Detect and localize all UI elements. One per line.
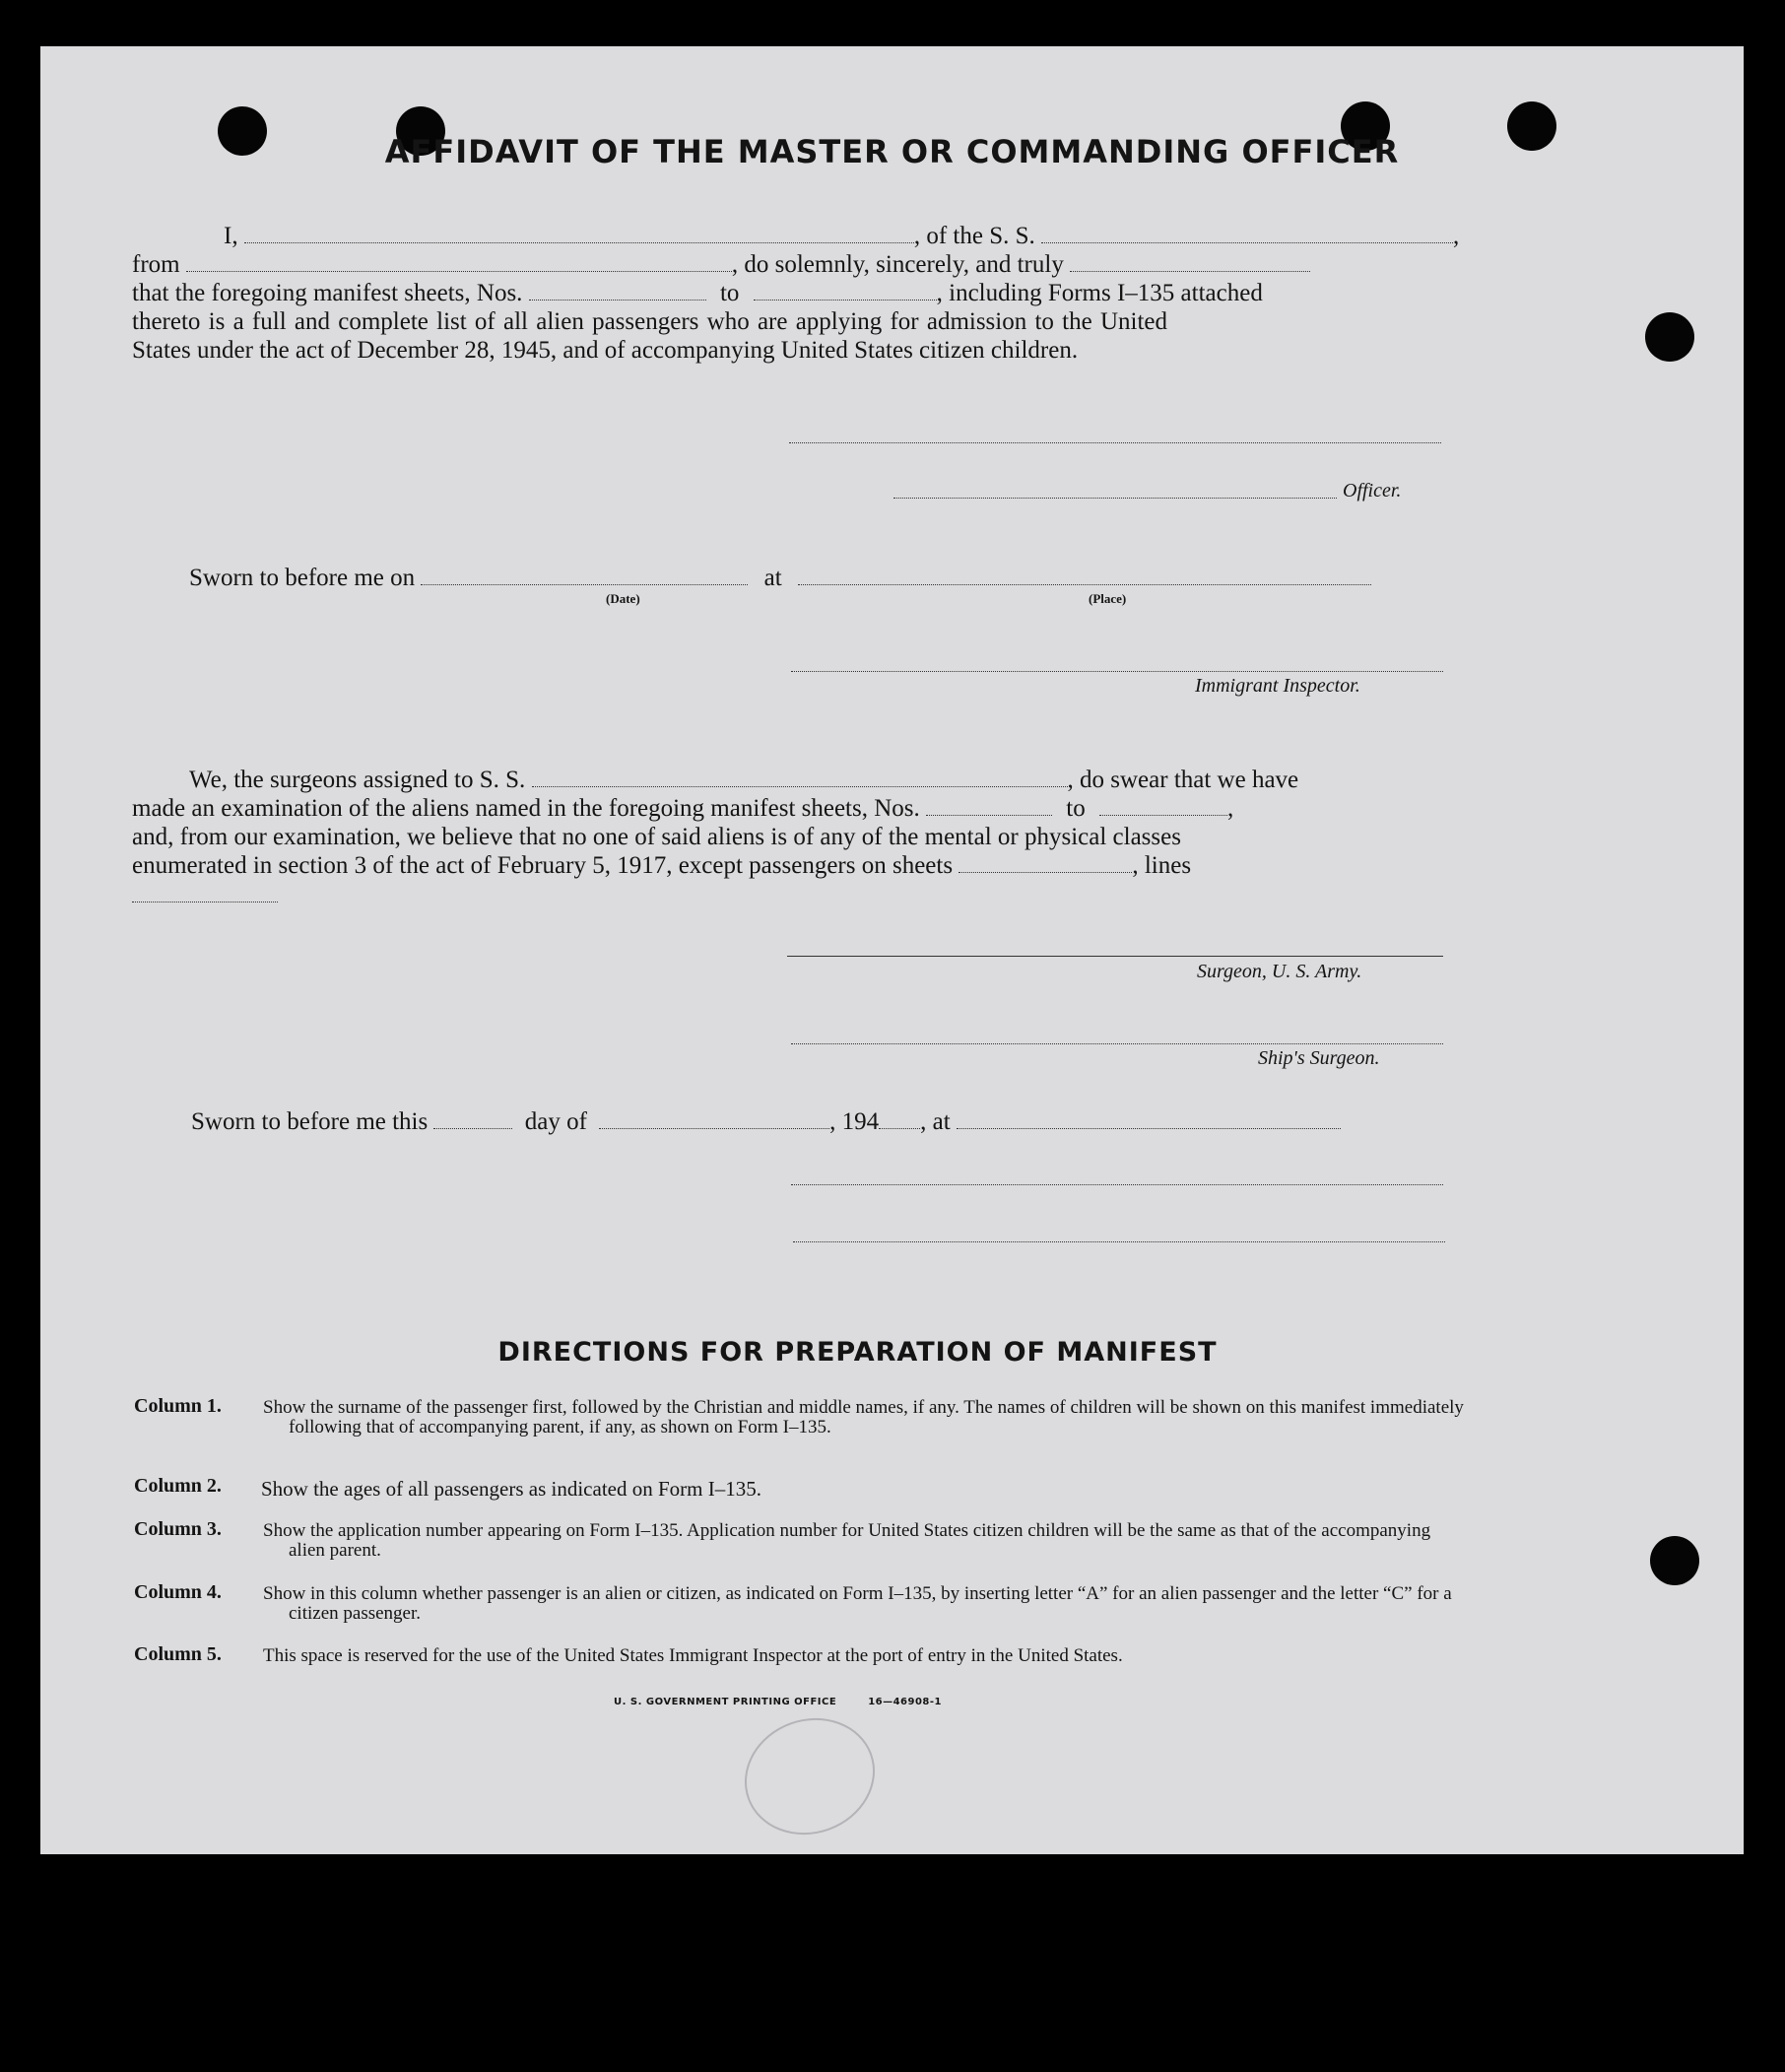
- column-3-label: Column 3.: [134, 1518, 222, 1540]
- surgeons-line-3: and, from our examination, we believe that no one of said aliens is of any of the mental or physical classes: [132, 824, 1181, 850]
- master-name-field[interactable]: [244, 223, 914, 243]
- ship-name-field[interactable]: [1041, 223, 1453, 243]
- master-signature-line[interactable]: [789, 442, 1441, 443]
- column-1-label: Column 1.: [134, 1395, 222, 1417]
- sworn-day-field[interactable]: [433, 1108, 512, 1129]
- affidavit-line-2: from , do solemnly, sincerely, and truly: [132, 250, 1310, 280]
- affirm-field[interactable]: [1070, 251, 1310, 272]
- officer-signature-line[interactable]: [893, 498, 1337, 499]
- sworn-before-this: Sworn to before me this day of , 194 , at: [191, 1107, 1341, 1137]
- column-5-text: This space is reserved for the use of the United States Immigrant Inspector at the port of entry in the United States.: [263, 1645, 1123, 1666]
- sheets-to-field[interactable]: [754, 280, 937, 301]
- sworn-year-field[interactable]: [879, 1108, 920, 1129]
- place-caption: (Place): [1089, 591, 1127, 606]
- sheets-from-field[interactable]: [529, 280, 706, 301]
- inspector-signature-line[interactable]: [791, 671, 1443, 672]
- directions-title: DIRECTIONS FOR PREPARATION OF MANIFEST: [497, 1337, 1218, 1368]
- sworn-before-on: Sworn to before me on at: [189, 564, 1371, 593]
- surgeons-line-1: We, the surgeons assigned to S. S. , do swear that we have: [189, 767, 1299, 793]
- army-surgeon-label: Surgeon, U. S. Army.: [1197, 961, 1362, 982]
- affidavit-line-5: States under the act of December 28, 1945, and of accompanying United States citizen children.: [132, 337, 1079, 364]
- column-4-label: Column 4.: [134, 1581, 222, 1603]
- form-page: [40, 46, 1744, 1854]
- affidavit-line-3: that the foregoing manifest sheets, Nos. to , including Forms I–135 attached: [132, 280, 1263, 306]
- column-4-text: Show in this column whether passenger is an alien or citizen, as indicated on Form I–135, by inserting letter “A” for an alien passenger and the letter “C” for a citizen passenger.: [263, 1583, 1452, 1624]
- printer-imprint: U. S. GOVERNMENT PRINTING OFFICE 16—46908-1: [614, 1697, 943, 1707]
- column-2-label: Column 2.: [134, 1475, 222, 1497]
- sworn-place-field[interactable]: [798, 565, 1371, 585]
- date-caption: (Date): [606, 591, 640, 606]
- sworn-at-field[interactable]: [957, 1108, 1341, 1129]
- except-sheets-field[interactable]: [959, 852, 1132, 873]
- port-from-field[interactable]: [186, 251, 732, 272]
- affidavit-title: AFFIDAVIT OF THE MASTER OR COMMANDING OFFICER: [384, 133, 1400, 170]
- punch-hole: [1650, 1536, 1699, 1585]
- exam-sheets-to-field[interactable]: [1099, 795, 1227, 816]
- officer-label: Officer.: [1343, 480, 1402, 501]
- inspector-label: Immigrant Inspector.: [1195, 675, 1360, 697]
- column-3-text: Show the application number appearing on Form I–135. Application number for United States citizen children will be the same as that of the accompanying alien parent.: [263, 1520, 1431, 1561]
- surgeons-line-4: enumerated in section 3 of the act of February 5, 1917, except passengers on sheets , lines: [132, 852, 1192, 879]
- sworn-signature-line-2[interactable]: [793, 1241, 1445, 1242]
- sworn-signature-line-1[interactable]: [791, 1184, 1443, 1185]
- affidavit-line-1: I, , of the S. S. ,: [224, 223, 1460, 249]
- column-2-text: Show the ages of all passengers as indicated on Form I–135.: [261, 1477, 761, 1501]
- column-1-text: Show the surname of the passenger first, followed by the Christian and middle names, if any. The names of children will be shown on this manifest immediately following that of accompanying parent, if any, as shown on Form I–135.: [263, 1397, 1464, 1437]
- ship-surgeon-signature-line[interactable]: [791, 1043, 1443, 1044]
- affidavit-line-4: thereto is a full and complete list of all alien passengers who are applying for admission to the United: [132, 308, 1168, 335]
- exam-sheets-from-field[interactable]: [926, 795, 1052, 816]
- surgeon-ship-field[interactable]: [532, 767, 1068, 787]
- army-surgeon-signature-line[interactable]: [787, 956, 1443, 957]
- column-5-label: Column 5.: [134, 1643, 222, 1665]
- sworn-month-field[interactable]: [599, 1108, 829, 1129]
- punch-hole: [1645, 312, 1694, 362]
- ship-surgeon-label: Ship's Surgeon.: [1258, 1047, 1380, 1069]
- sworn-date-field[interactable]: [421, 565, 748, 585]
- surgeons-line-2: made an examination of the aliens named in the foregoing manifest sheets, Nos. to ,: [132, 795, 1234, 822]
- faint-stamp-mark: [728, 1701, 892, 1853]
